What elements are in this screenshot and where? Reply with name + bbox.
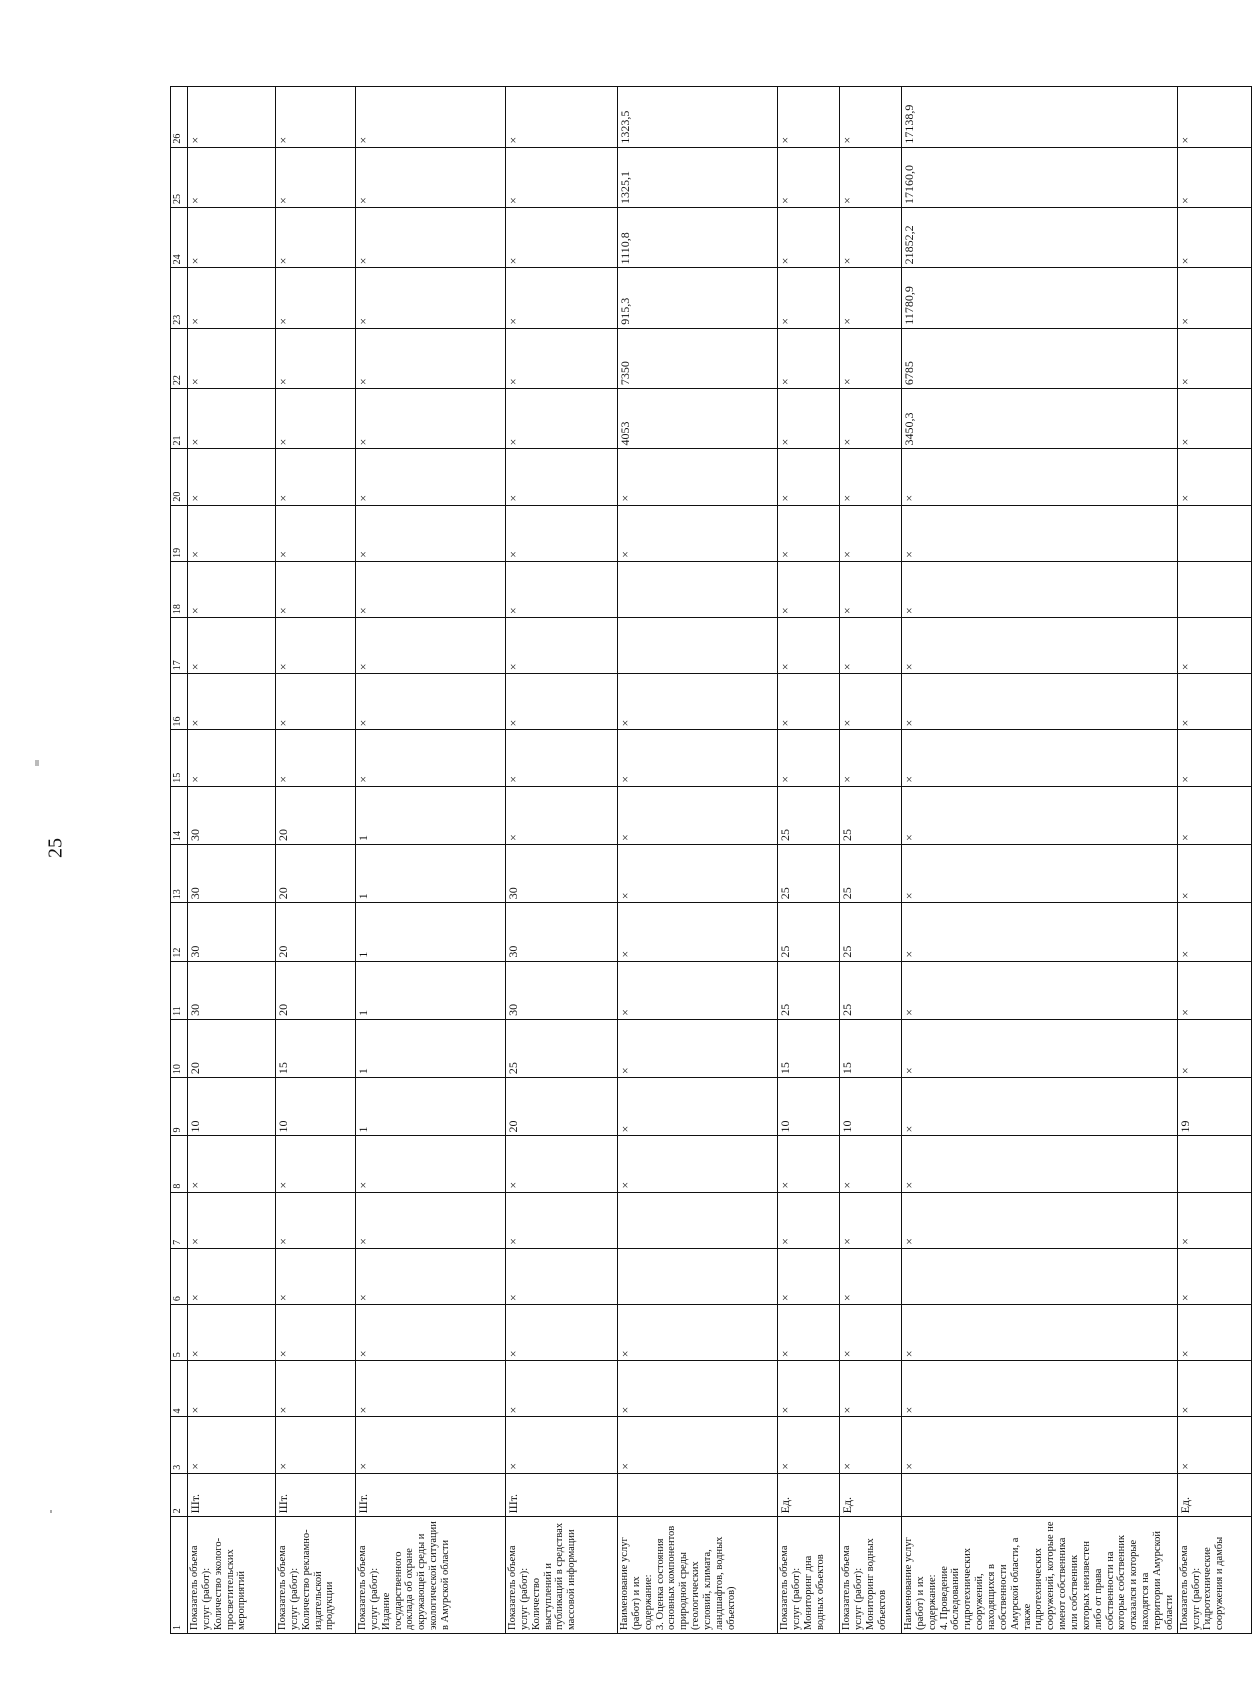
table-cell: 25 (778, 844, 840, 902)
table-cell: 20 (276, 844, 356, 902)
table-cell: × (1177, 268, 1251, 328)
table-cell: × (902, 1361, 1178, 1417)
table-cell: × (188, 1192, 276, 1248)
row-description: Наименование услуг (работ) и их содержание: 3. Оценка состояния основных компонентов природной среды (геологических условий, климата, ландшафтов, водных объектов) (618, 1517, 778, 1634)
table-cell: × (778, 87, 840, 148)
table-cell: × (276, 1361, 356, 1417)
table-cell: × (778, 1248, 840, 1304)
table-cell: × (188, 561, 276, 617)
table-cell: × (356, 1248, 506, 1304)
table-cell: × (840, 147, 902, 207)
table-cell: × (506, 1305, 618, 1361)
table-cell: Ед. (1177, 1473, 1251, 1517)
table-cell: × (506, 147, 618, 207)
scan-speck (35, 760, 39, 766)
page-number: 25 (44, 838, 67, 858)
column-header: 2 (171, 1473, 188, 1517)
table-cell: × (840, 1305, 902, 1361)
table-cell (1177, 1136, 1251, 1192)
table-cell: × (188, 268, 276, 328)
table-cell: × (618, 505, 778, 561)
table-cell: 1 (356, 903, 506, 961)
table-cell: × (188, 389, 276, 449)
table-cell: Шт. (356, 1473, 506, 1517)
table-cell: × (276, 618, 356, 674)
table-cell (1177, 561, 1251, 617)
table-cell: × (506, 786, 618, 844)
column-header: 24 (171, 207, 188, 267)
column-header: 11 (171, 961, 188, 1019)
table-cell: 25 (778, 961, 840, 1019)
row-description: Показатель объема услуг (работ): Количество рекламно-издательской продукции (276, 1517, 356, 1634)
table-cell: × (840, 268, 902, 328)
data-table (170, 86, 1252, 1634)
table-cell: × (276, 1305, 356, 1361)
table-cell: × (840, 449, 902, 505)
table-cell: × (1177, 207, 1251, 267)
column-header: 15 (171, 730, 188, 786)
column-header: 12 (171, 903, 188, 961)
table-cell: × (1177, 389, 1251, 449)
table-cell (618, 1192, 778, 1248)
table-cell: × (618, 1361, 778, 1417)
table-cell: 25 (778, 903, 840, 961)
table-cell: × (902, 1305, 1178, 1361)
table-cell: 17138,9 (902, 87, 1178, 148)
table-cell: × (778, 389, 840, 449)
table-cell: × (778, 328, 840, 388)
table-cell: × (618, 1078, 778, 1136)
table-cell: × (506, 561, 618, 617)
table-cell: 20 (276, 903, 356, 961)
table-cell: × (276, 1192, 356, 1248)
table-row (506, 87, 618, 1634)
table-cell: × (276, 147, 356, 207)
table-cell: × (188, 505, 276, 561)
table-cell (1177, 505, 1251, 561)
table-cell: × (506, 207, 618, 267)
table-cell: × (902, 903, 1178, 961)
table-cell: 10 (276, 1078, 356, 1136)
table-cell: × (1177, 1192, 1251, 1248)
table-cell: × (840, 1192, 902, 1248)
table-cell: × (356, 1361, 506, 1417)
table-cell: 30 (188, 844, 276, 902)
table-cell: × (1177, 1019, 1251, 1077)
column-header: 18 (171, 561, 188, 617)
table-cell: × (276, 449, 356, 505)
table-cell: × (902, 674, 1178, 730)
table-cell: × (506, 1417, 618, 1473)
table-cell: 10 (778, 1078, 840, 1136)
table-cell: × (276, 328, 356, 388)
table-cell: × (276, 505, 356, 561)
table-cell: × (356, 1417, 506, 1473)
table-cell: × (778, 1136, 840, 1192)
table-cell: 10 (840, 1078, 902, 1136)
table-cell: × (618, 844, 778, 902)
table-cell: × (1177, 903, 1251, 961)
table-cell: × (188, 449, 276, 505)
table-cell: × (1177, 961, 1251, 1019)
table-cell: 19 (1177, 1078, 1251, 1136)
table-cell: 7350 (618, 328, 778, 388)
table-cell: × (188, 207, 276, 267)
table-cell: 25 (778, 786, 840, 844)
column-header: 8 (171, 1136, 188, 1192)
table-cell: × (778, 1305, 840, 1361)
table-cell: 3450,3 (902, 389, 1178, 449)
table-cell: × (840, 1417, 902, 1473)
column-header: 22 (171, 328, 188, 388)
header-row (171, 87, 188, 1634)
table-cell: 25 (840, 961, 902, 1019)
table-cell: × (506, 328, 618, 388)
table-cell: × (840, 561, 902, 617)
column-header: 10 (171, 1019, 188, 1077)
table-cell: × (1177, 1361, 1251, 1417)
table-cell: × (902, 618, 1178, 674)
table-cell: Шт. (188, 1473, 276, 1517)
table-cell: × (840, 730, 902, 786)
table-cell (902, 1473, 1178, 1517)
table-cell: × (618, 1305, 778, 1361)
table-cell: × (618, 1417, 778, 1473)
table-row (276, 87, 356, 1634)
table-row (778, 87, 840, 1634)
table-cell: × (1177, 87, 1251, 148)
table-cell: × (356, 674, 506, 730)
table-cell: × (506, 268, 618, 328)
table-cell: × (356, 561, 506, 617)
table-cell: × (618, 903, 778, 961)
table-cell: × (902, 786, 1178, 844)
table-cell: × (188, 1248, 276, 1304)
table-cell: 30 (188, 786, 276, 844)
table-cell: 30 (188, 903, 276, 961)
row-description: Показатель объема услуг (работ): Количество выступлений и публикаций в средствах массовой информации (506, 1517, 618, 1634)
table-cell: × (506, 505, 618, 561)
table-cell: × (618, 786, 778, 844)
table-cell: × (840, 389, 902, 449)
table-cell: × (356, 1192, 506, 1248)
table-cell: × (188, 1136, 276, 1192)
table-cell: × (506, 1248, 618, 1304)
table-cell: 1 (356, 1078, 506, 1136)
table-cell: × (902, 449, 1178, 505)
table-cell: × (356, 87, 506, 148)
table-cell: × (356, 389, 506, 449)
table-cell: 1 (356, 1019, 506, 1077)
table-cell: 1 (356, 961, 506, 1019)
table-cell: × (778, 1361, 840, 1417)
table-cell: × (618, 961, 778, 1019)
column-header: 16 (171, 674, 188, 730)
column-header: 13 (171, 844, 188, 902)
table-cell: 30 (506, 961, 618, 1019)
table-cell: × (1177, 328, 1251, 388)
table-cell: × (1177, 844, 1251, 902)
table-cell: × (356, 505, 506, 561)
table-row (618, 87, 778, 1634)
column-header: 26 (171, 87, 188, 148)
table-cell: × (778, 505, 840, 561)
column-header: 6 (171, 1248, 188, 1304)
table-cell: × (356, 730, 506, 786)
table-cell: × (618, 1136, 778, 1192)
column-header: 23 (171, 268, 188, 328)
table-cell: × (356, 207, 506, 267)
table-cell: × (506, 1136, 618, 1192)
table-cell: 10 (188, 1078, 276, 1136)
column-header: 4 (171, 1361, 188, 1417)
table-cell: × (276, 730, 356, 786)
table-cell: × (1177, 618, 1251, 674)
table-cell: × (356, 147, 506, 207)
row-description: Показатель объема услуг (работ): Мониторинг дна водных объектов (778, 1517, 840, 1634)
column-header: 14 (171, 786, 188, 844)
table-cell: × (902, 1019, 1178, 1077)
table-cell: × (902, 730, 1178, 786)
table-cell: × (356, 268, 506, 328)
table-cell: × (506, 389, 618, 449)
table-cell: × (902, 1136, 1178, 1192)
table-cell: × (276, 674, 356, 730)
table-cell: × (276, 87, 356, 148)
table-cell: 20 (188, 1019, 276, 1077)
table-row (188, 87, 276, 1634)
table-cell: × (840, 207, 902, 267)
table-cell: 20 (276, 961, 356, 1019)
scan-speck (50, 1510, 52, 1513)
table-cell: × (778, 147, 840, 207)
table-cell: × (778, 268, 840, 328)
table-cell: × (840, 1248, 902, 1304)
table-cell: × (840, 674, 902, 730)
row-description: Показатель объема услуг (работ): Гидротехнические сооружения и дамбы (1177, 1517, 1251, 1634)
table-cell: × (778, 1192, 840, 1248)
table-cell: Шт. (506, 1473, 618, 1517)
table-row (1177, 87, 1251, 1634)
table-cell: × (506, 730, 618, 786)
row-description: Наименование услуг (работ) и их содержание: 4. Проведение обследований гидротехнических сооружений, находящихся в собственности Амурской области, а также гидротехнических сооружений, которые не имеют собственника или собственник которых неизвестен либо от права собственности на которые собственник отказался и которые находятся на территории Амурской области (902, 1517, 1178, 1634)
table-cell: × (276, 389, 356, 449)
table-cell: × (840, 328, 902, 388)
table-cell: × (276, 1248, 356, 1304)
table-cell: 6785 (902, 328, 1178, 388)
table-rotator (170, 86, 1226, 1634)
table-cell: × (778, 207, 840, 267)
table-cell: × (506, 87, 618, 148)
table-cell: 15 (276, 1019, 356, 1077)
table-cell: × (1177, 730, 1251, 786)
table-cell: × (840, 87, 902, 148)
column-header: 19 (171, 505, 188, 561)
table-cell: × (188, 1305, 276, 1361)
table-cell: × (902, 1078, 1178, 1136)
table-cell: × (188, 1361, 276, 1417)
table-cell: × (778, 618, 840, 674)
table-cell: × (1177, 674, 1251, 730)
table-cell (618, 1248, 778, 1304)
table-cell: × (506, 674, 618, 730)
table-cell: × (276, 1417, 356, 1473)
table-cell: × (188, 618, 276, 674)
table-cell: × (840, 618, 902, 674)
table-cell: × (188, 730, 276, 786)
row-description: Показатель объема услуг (работ): Мониторинг водных объектов (840, 1517, 902, 1634)
table-cell: 25 (840, 903, 902, 961)
table-cell: × (356, 328, 506, 388)
table-cell: × (778, 449, 840, 505)
rotated-table-container (170, 86, 1226, 1634)
table-cell: × (276, 1136, 356, 1192)
table-cell: × (618, 730, 778, 786)
column-header: 20 (171, 449, 188, 505)
column-header: 21 (171, 389, 188, 449)
table-cell (618, 618, 778, 674)
table-cell: 20 (506, 1078, 618, 1136)
table-cell: × (276, 207, 356, 267)
table-cell: 15 (778, 1019, 840, 1077)
table-cell: 15 (840, 1019, 902, 1077)
table-row (902, 87, 1178, 1634)
table-cell: 30 (506, 903, 618, 961)
column-header: 17 (171, 618, 188, 674)
table-cell (902, 1248, 1178, 1304)
table-cell: × (188, 87, 276, 148)
table-cell: × (506, 449, 618, 505)
table-body (188, 87, 1252, 1634)
table-cell: × (902, 1417, 1178, 1473)
table-cell: × (618, 1019, 778, 1077)
table-cell: × (840, 505, 902, 561)
table-cell: 25 (840, 844, 902, 902)
table-cell: × (1177, 147, 1251, 207)
table-cell: 25 (840, 786, 902, 844)
table-cell: × (778, 1417, 840, 1473)
table-cell: × (902, 961, 1178, 1019)
column-header: 1 (171, 1517, 188, 1634)
table-cell: × (188, 147, 276, 207)
column-header: 3 (171, 1417, 188, 1473)
table-cell: × (506, 618, 618, 674)
table-cell: 21852,2 (902, 207, 1178, 267)
table-cell: 30 (188, 961, 276, 1019)
table-cell: × (1177, 1248, 1251, 1304)
table-cell: 1323,5 (618, 87, 778, 148)
table-cell: × (356, 1136, 506, 1192)
table-cell: 1 (356, 786, 506, 844)
table-cell: × (618, 449, 778, 505)
table-cell: Ед. (778, 1473, 840, 1517)
table-cell: × (356, 449, 506, 505)
table-cell: × (902, 561, 1178, 617)
column-header: 25 (171, 147, 188, 207)
column-header: 9 (171, 1078, 188, 1136)
table-cell: × (356, 1305, 506, 1361)
table-cell: 1325,1 (618, 147, 778, 207)
table-cell: 30 (506, 844, 618, 902)
column-header: 7 (171, 1192, 188, 1248)
table-cell: × (840, 1361, 902, 1417)
table-cell: × (506, 1192, 618, 1248)
table-cell: × (1177, 449, 1251, 505)
table-cell: × (902, 505, 1178, 561)
table-cell: × (1177, 1417, 1251, 1473)
table-cell: 1110,8 (618, 207, 778, 267)
table-cell (618, 561, 778, 617)
table-cell: × (902, 844, 1178, 902)
table-cell: Ед. (840, 1473, 902, 1517)
table-cell: 1 (356, 844, 506, 902)
table-cell: × (276, 561, 356, 617)
table-cell: × (188, 328, 276, 388)
table-row (840, 87, 902, 1634)
table-cell: 25 (506, 1019, 618, 1077)
table-cell: Шт. (276, 1473, 356, 1517)
table-cell: × (778, 730, 840, 786)
table-cell: × (188, 674, 276, 730)
table-cell: × (618, 674, 778, 730)
table-cell: 4053 (618, 389, 778, 449)
table-cell: × (840, 1136, 902, 1192)
table-cell: 11780,9 (902, 268, 1178, 328)
table-cell: × (188, 1417, 276, 1473)
table-row (356, 87, 506, 1634)
table-cell: × (778, 561, 840, 617)
table-cell: × (276, 268, 356, 328)
table-cell (618, 1473, 778, 1517)
table-cell: × (902, 1192, 1178, 1248)
column-header: 5 (171, 1305, 188, 1361)
table-cell: 915,3 (618, 268, 778, 328)
table-cell: × (506, 1361, 618, 1417)
table-cell: 20 (276, 786, 356, 844)
table-cell: 17160,0 (902, 147, 1178, 207)
row-description: Показатель объема услуг (работ): Издание государственного доклада об охране окружающей среды и экологической ситуации в Амурской области (356, 1517, 506, 1634)
row-description: Показатель объема услуг (работ): Количество эколого-просветительских мероприятий (188, 1517, 276, 1634)
table-cell: × (356, 618, 506, 674)
table-cell: × (1177, 786, 1251, 844)
table-cell: × (1177, 1305, 1251, 1361)
table-cell: × (778, 674, 840, 730)
